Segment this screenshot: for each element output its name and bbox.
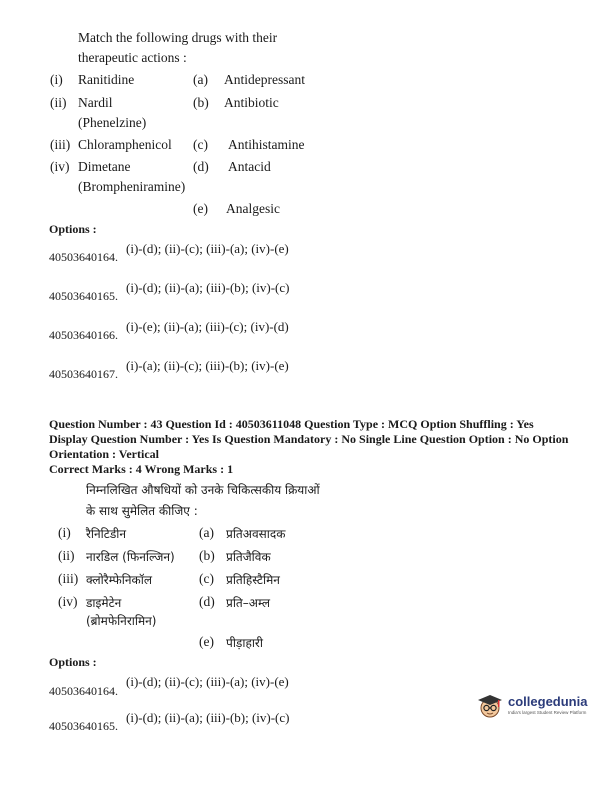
q2-row-letter: (d) — [199, 594, 215, 609]
q2-options-label: Options : — [49, 655, 97, 669]
q1-row-num: (ii) — [50, 95, 67, 110]
q1-row-action: Antacid — [228, 159, 271, 174]
question-meta-marks: Correct Marks : 4 Wrong Marks : 1 — [49, 462, 234, 476]
q1-row-drug: Ranitidine — [78, 72, 135, 87]
q2-row-num: (iii) — [58, 571, 79, 586]
q1-row-drug: Nardil — [78, 95, 113, 110]
q1-row-num: (i) — [50, 72, 63, 87]
q2-row-letter: (e) — [199, 634, 214, 649]
q2-row-drug: क्लोरैम्फेनिकॉल — [86, 573, 153, 587]
option-text: (i)-(d); (ii)-(c); (iii)-(a); (iv)-(e) — [126, 674, 289, 689]
q1-row-letter: (c) — [193, 137, 208, 152]
q2-row-drug: रैनिटिडीन — [86, 527, 127, 541]
option-text: (i)-(d); (ii)-(c); (iii)-(a); (iv)-(e) — [126, 241, 289, 256]
logo-name: collegedunia — [508, 694, 588, 709]
option-text: (i)-(a); (ii)-(c); (iii)-(b); (iv)-(e) — [126, 358, 289, 373]
q2-row-action: प्रतिहिस्टैमिन — [226, 573, 280, 587]
q1-row-action: Analgesic — [226, 201, 280, 216]
q1-row-num: (iii) — [50, 137, 71, 152]
collegedunia-logo — [476, 692, 596, 722]
q2-intro-line1: निम्नलिखित औषधियों को उनके चिकित्सकीय क्रियाओं — [86, 483, 320, 497]
option-id: 40503640164. — [49, 250, 118, 264]
q1-row-letter: (d) — [193, 159, 209, 174]
q2-row-letter: (c) — [199, 571, 214, 586]
option-id: 40503640165. — [49, 719, 118, 733]
q2-row-action: प्रति–अम्ल — [226, 596, 271, 610]
q1-row-drug: (Brompheniramine) — [78, 179, 186, 194]
q1-row-drug: Dimetane — [78, 159, 131, 174]
option-text: (i)-(d); (ii)-(a); (iii)-(b); (iv)-(c) — [126, 280, 290, 295]
q2-row-letter: (a) — [199, 525, 214, 540]
q2-row-drug: (ब्रोमफेनिरामिन) — [86, 614, 157, 628]
q1-row-action: Antibiotic — [224, 95, 279, 110]
question-meta-line3: Orientation : Vertical — [49, 447, 159, 461]
option-id: 40503640165. — [49, 289, 118, 303]
option-id: 40503640166. — [49, 328, 118, 342]
graduate-face-icon — [476, 692, 504, 720]
q2-row-drug: डाइमेटेन — [86, 596, 122, 610]
q2-row-action: प्रतिजैविक — [226, 550, 271, 564]
q2-row-num: (i) — [58, 525, 71, 540]
option-text: (i)-(d); (ii)-(a); (iii)-(b); (iv)-(c) — [126, 710, 290, 725]
q1-row-action: Antidepressant — [224, 72, 305, 87]
q1-intro-line1: Match the following drugs with their — [78, 30, 278, 45]
q1-row-num: (iv) — [50, 159, 70, 174]
q1-row-drug: Chloramphenicol — [78, 137, 172, 152]
option-id: 40503640167. — [49, 367, 118, 381]
q2-row-num: (ii) — [58, 548, 75, 563]
q2-row-num: (iv) — [58, 594, 78, 609]
q1-row-action: Antihistamine — [228, 137, 305, 152]
question-meta-line1: Question Number : 43 Question Id : 40503611048 Question Type : MCQ Option Shuffling : Yes — [49, 417, 534, 431]
logo-tagline: India's largest Student Review Platform — [508, 710, 587, 715]
q1-row-letter: (e) — [193, 201, 208, 216]
q2-intro-line2: के साथ सुमेलित कीजिए : — [86, 504, 198, 518]
q2-row-drug: नारडिल (फिनल्जिन) — [86, 550, 175, 564]
q1-row-letter: (a) — [193, 72, 208, 87]
q2-row-action: प्रतिअवसादक — [226, 527, 286, 541]
q2-row-action: पीड़ाहारी — [226, 636, 263, 650]
q1-row-letter: (b) — [193, 95, 209, 110]
q1-options-label: Options : — [49, 222, 97, 236]
q1-intro-line2: therapeutic actions : — [78, 50, 187, 65]
option-text: (i)-(e); (ii)-(a); (iii)-(c); (iv)-(d) — [126, 319, 289, 334]
q2-row-letter: (b) — [199, 548, 215, 563]
question-meta-line2: Display Question Number : Yes Is Question Mandatory : No Single Line Question Option : No Option — [49, 432, 569, 446]
q1-row-drug: (Phenelzine) — [78, 115, 147, 130]
option-id: 40503640164. — [49, 684, 118, 698]
